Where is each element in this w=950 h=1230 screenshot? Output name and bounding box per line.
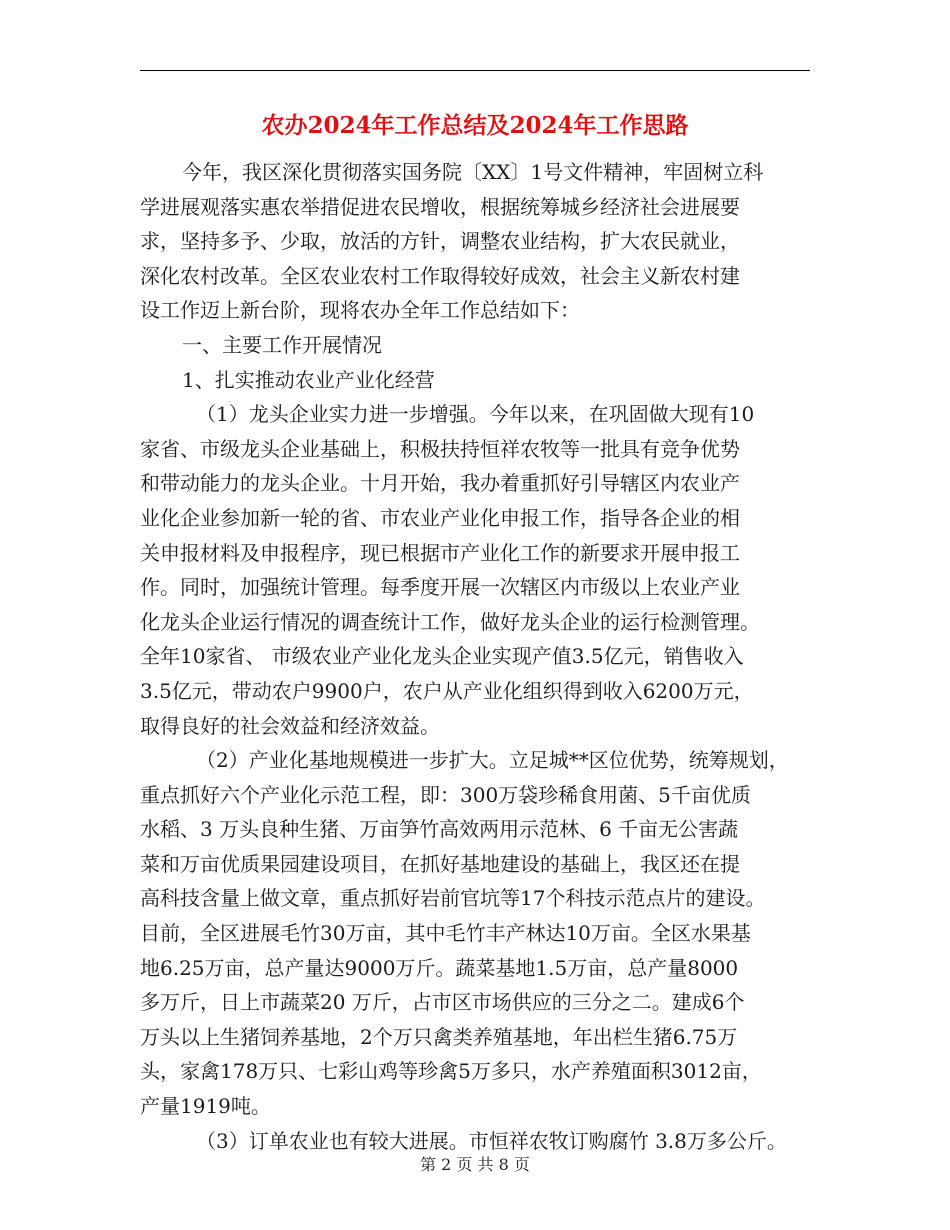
text-line: 目前，全区进展毛竹30万亩，其中毛竹丰产林达10万亩。全区水果基 (140, 921, 751, 946)
text-line: （1）龙头企业实力进一步增强。今年以来，在巩固做大现有10 (196, 402, 755, 427)
text-line: 1、扎实推动农业产业化经营 (182, 367, 435, 392)
page-footer: 第 2 页 共 8 页 (420, 1155, 530, 1174)
text-line: 菜和万亩优质果园建设项目，在抓好基地建设的基础上，我区还在提 (140, 851, 740, 876)
document-body (140, 155, 820, 1158)
text-line: 一、主要工作开展情况 (182, 332, 382, 357)
text-line: 深化农村改革。全区农业农村工作取得较好成效，社会主义新农村建 (140, 263, 740, 288)
text-line: 头，家禽178万只、七彩山鸡等珍禽5万多只，水产养殖面积3012亩， (140, 1059, 762, 1084)
text-line: 高科技含量上做文章，重点抓好岩前官坑等17个科技示范点片的建设。 (140, 886, 766, 911)
header-rule (140, 70, 810, 71)
text-line: 家省、市级龙头企业基础上，积极扶持恒祥农牧等一批具有竞争优势 (140, 436, 740, 461)
text-line: 全年10家省、 市级农业产业化龙头企业实现产值3.5亿元，销售收入 (140, 644, 744, 669)
text-line: 作。同时，加强统计管理。每季度开展一次辖区内市级以上农业产业 (140, 575, 740, 600)
text-line: 学进展观落实惠农举措促进农民增收，根据统筹城乡经济社会进展要 (140, 194, 740, 219)
text-line: 和带动能力的龙头企业。十月开始，我办着重抓好引导辖区内农业产 (140, 471, 740, 496)
text-line: 地6.25万亩，总产量达9000万斤。蔬菜基地1.5万亩，总产量8000 (140, 955, 739, 980)
text-line: 万头以上生猪饲养基地，2个万只禽类养殖基地，年出栏生猪6.75万 (140, 1024, 738, 1049)
text-line: 业化企业参加新一轮的省、市农业产业化申报工作，指导各企业的相 (140, 505, 740, 530)
document-title: 农办2024年工作总结及2024年工作思路 (261, 112, 689, 139)
text-line: （3）订单农业也有较大进展。市恒祥农牧订购腐竹 3.8万多公斤。 (196, 1128, 787, 1153)
text-line: 产量1919吨。 (140, 1094, 271, 1119)
text-line: 3.5亿元，带动农户9900户，农户从产业化组织得到收入6200万元， (140, 678, 754, 703)
text-line: 重点抓好六个产业化示范工程，即：300万袋珍稀食用菌、5千亩优质 (140, 782, 751, 807)
text-line: 今年，我区深化贯彻落实国务院〔XX〕1号文件精神，牢固树立科 (182, 160, 764, 184)
text-line: （2）产业化基地规模进一步扩大。立足城**区位优势，统筹规划， (196, 748, 789, 773)
text-line: 化龙头企业运行情况的调查统计工作，做好龙头企业的运行检测管理。 (140, 609, 760, 634)
text-line: 求，坚持多予、少取，放活的方针，调整农业结构，扩大农民就业， (140, 229, 740, 254)
text-line: 水稻、3 万头良种生猪、万亩笋竹高效两用示范林、6 千亩无公害蔬 (140, 817, 739, 842)
text-line: 取得良好的社会效益和经济效益。 (140, 713, 440, 738)
text-line: 关申报材料及申报程序，现已根据市产业化工作的新要求开展申报工 (140, 540, 740, 565)
text-line: 设工作迈上新台阶，现将农办全年工作总结如下： (140, 298, 580, 323)
text-line: 多万斤，日上市蔬菜20 万斤，占市区市场供应的三分之二。建成6个 (140, 990, 745, 1015)
